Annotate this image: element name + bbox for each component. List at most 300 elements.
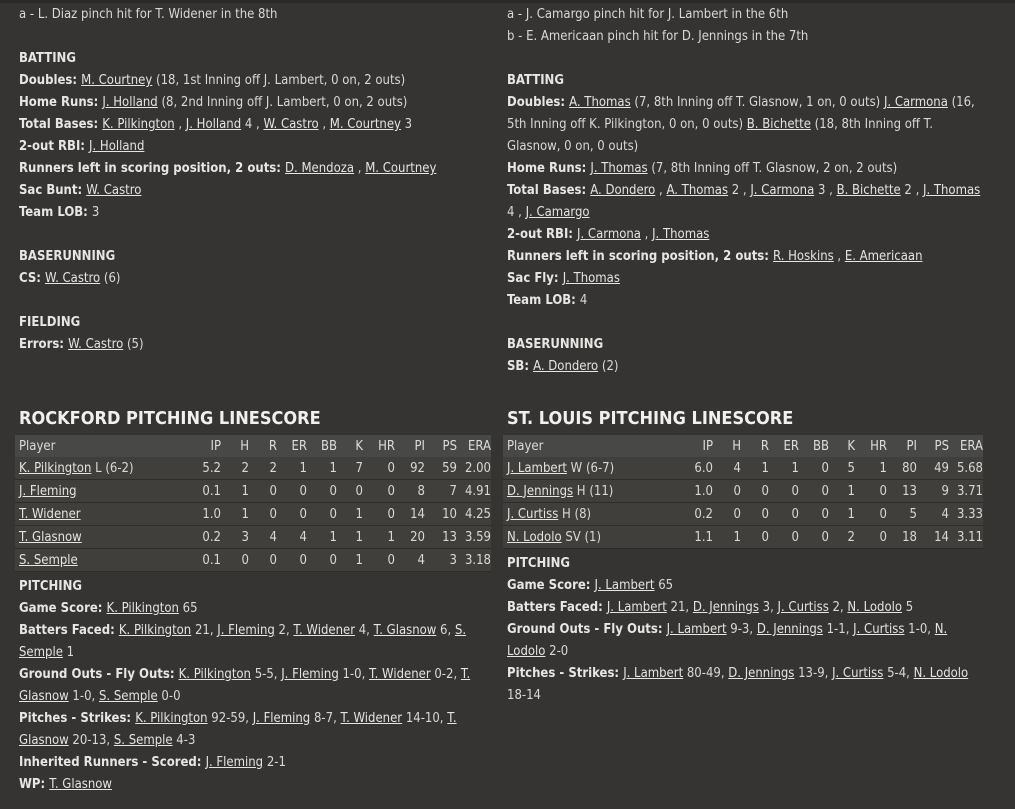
stat-line-runners-left-in-scoring-position-2-outs bbox=[507, 246, 985, 268]
player-link[interactable]: J. Thomas bbox=[562, 271, 620, 286]
stat-line-ground-outs-fly-outs bbox=[507, 619, 977, 663]
stat-cell-bb: 0 bbox=[799, 526, 829, 549]
stat-cell-bb: 0 bbox=[799, 503, 829, 526]
pitching-title: PITCHING bbox=[507, 556, 571, 571]
stat-text: 1-0, bbox=[68, 689, 99, 704]
stat-cell-ip: 1.0 bbox=[683, 480, 713, 503]
stat-cell-bb: 0 bbox=[307, 549, 337, 572]
stat-label: Ground Outs - Fly Outs: bbox=[19, 667, 179, 682]
stat-cell-r: 0 bbox=[249, 549, 277, 572]
pitching-linescore-header: ROCKFORD PITCHING LINESCORE bbox=[19, 408, 321, 429]
player-link[interactable]: J. Lambert bbox=[666, 622, 727, 637]
stlouis-pitching bbox=[507, 553, 977, 707]
stat-line-team-lob bbox=[19, 202, 489, 224]
stat-text: 9-3, bbox=[726, 622, 757, 637]
stat-cell-er: 0 bbox=[769, 503, 799, 526]
stat-cell-r: 0 bbox=[249, 480, 277, 503]
stat-cell-pi: 13 bbox=[887, 480, 917, 503]
decision-note: H (8) bbox=[558, 506, 592, 522]
stat-text: 5-4, bbox=[883, 666, 914, 681]
player-link[interactable]: J. Carmona bbox=[577, 227, 641, 242]
player-link[interactable]: T. Widener bbox=[19, 506, 81, 522]
player-link[interactable]: M. Courtney bbox=[81, 73, 153, 88]
stat-cell-k: 5 bbox=[829, 457, 855, 480]
stat-line-total-bases bbox=[19, 114, 489, 136]
stat-label: Total Bases: bbox=[507, 183, 591, 198]
player-link[interactable]: A. Dondero bbox=[533, 359, 599, 374]
rockford-pitching bbox=[19, 576, 489, 796]
stat-cell-ps: 49 bbox=[917, 457, 949, 480]
stat-label: Sac Bunt: bbox=[19, 183, 87, 198]
player-cell bbox=[15, 503, 191, 526]
stat-text: 4, bbox=[355, 623, 374, 638]
stat-text: 1-0, bbox=[904, 622, 935, 637]
player-link[interactable]: K. Pilkington bbox=[106, 601, 179, 616]
player-link[interactable]: B. Bichette bbox=[836, 183, 901, 198]
stat-cell-er: 1 bbox=[277, 457, 307, 480]
stat-cell-ps: 14 bbox=[917, 526, 949, 549]
stat-cell-er: 0 bbox=[769, 480, 799, 503]
player-link[interactable]: J. Thomas bbox=[590, 161, 648, 176]
stat-text: 0-2, bbox=[430, 667, 461, 682]
stat-line-total-bases bbox=[507, 180, 985, 224]
stat-cell-pi: 8 bbox=[395, 480, 425, 503]
player-link[interactable]: J. Fleming bbox=[19, 483, 77, 499]
stat-text: (18, 8th Inning off T. Glasnow, 0 on, 0 outs) bbox=[507, 117, 933, 154]
stat-cell-ip: 6.0 bbox=[683, 457, 713, 480]
stat-text: (2) bbox=[598, 359, 619, 374]
stat-cell-bb: 0 bbox=[307, 503, 337, 526]
stat-cell-bb: 0 bbox=[307, 480, 337, 503]
player-link[interactable]: J. Fleming bbox=[205, 755, 264, 770]
player-link[interactable]: D. Mendoza bbox=[285, 161, 355, 176]
stlouis-baserunning bbox=[507, 334, 985, 378]
table-row bbox=[503, 457, 983, 480]
stat-text: 1-1, bbox=[822, 622, 854, 637]
stat-text: 18-14 bbox=[507, 688, 541, 703]
stat-cell-er: 4 bbox=[277, 526, 307, 549]
stat-text: 0-0 bbox=[157, 689, 181, 704]
column-header-ip[interactable]: IP bbox=[191, 435, 221, 457]
table-row bbox=[15, 457, 491, 480]
stat-line-2-out-rbi bbox=[19, 136, 489, 158]
stat-line-runners-left-in-scoring-position-2-outs bbox=[19, 158, 489, 180]
stat-label: Batters Faced: bbox=[19, 623, 119, 638]
player-link[interactable]: T. Glasnow bbox=[19, 711, 457, 748]
stat-cell-h: 0 bbox=[221, 549, 249, 572]
stat-cell-r: 1 bbox=[741, 457, 769, 480]
stat-line-home-runs bbox=[507, 158, 985, 180]
stat-text: (6) bbox=[100, 271, 121, 286]
pinch-note: a - L. Diaz pinch hit for T. Widener in the 8th bbox=[19, 7, 278, 22]
stat-cell-h: 0 bbox=[713, 480, 741, 503]
stat-text: (16, 5th Inning off K. Pilkington, 0 on, 0 outs) bbox=[507, 95, 975, 132]
stat-cell-hr: 0 bbox=[363, 480, 395, 503]
column-header-ps[interactable]: PS bbox=[917, 435, 949, 457]
player-link[interactable]: T. Widener bbox=[340, 711, 403, 726]
decision-note: L (6-2) bbox=[91, 460, 134, 476]
stat-text: 80-49, bbox=[683, 666, 729, 681]
column-header-hr[interactable]: HR bbox=[363, 435, 395, 457]
player-link[interactable]: K. Pilkington bbox=[135, 711, 208, 726]
stat-text: 20-13, bbox=[68, 733, 114, 748]
player-link[interactable]: J. Thomas bbox=[652, 227, 710, 242]
stat-text: 92-59, bbox=[207, 711, 253, 726]
stat-label: Team LOB: bbox=[19, 205, 92, 220]
stat-label: Pitches - Strikes: bbox=[19, 711, 136, 726]
stat-line-home-runs bbox=[19, 92, 489, 114]
stat-text: 3 , bbox=[814, 183, 837, 198]
player-link[interactable]: A. Dondero bbox=[590, 183, 656, 198]
baserunning-list bbox=[19, 268, 489, 290]
table-row bbox=[503, 480, 983, 503]
player-link[interactable]: J. Fleming bbox=[252, 711, 311, 726]
player-link[interactable]: J. Lambert bbox=[623, 666, 684, 681]
table-row bbox=[15, 549, 491, 572]
column-header-era[interactable]: ERA bbox=[457, 435, 491, 457]
stat-cell-hr: 1 bbox=[363, 526, 395, 549]
stat-cell-hr: 0 bbox=[363, 503, 395, 526]
stat-text: 2-1 bbox=[263, 755, 286, 770]
stat-text: 1 bbox=[62, 645, 75, 660]
stat-cell-ip: 5.2 bbox=[191, 457, 221, 480]
player-cell bbox=[503, 480, 683, 503]
stat-text: 4 bbox=[579, 293, 588, 308]
stat-cell-bb: 1 bbox=[307, 457, 337, 480]
stat-cell-hr: 0 bbox=[855, 480, 887, 503]
stat-cell-k: 1 bbox=[337, 503, 363, 526]
batting-list bbox=[19, 70, 489, 224]
pinch-note: b - E. Americaan pinch hit for D. Jennings in the 7th bbox=[507, 29, 809, 44]
stat-cell-era: 2.00 bbox=[457, 457, 491, 480]
stat-cell-k: 0 bbox=[337, 480, 363, 503]
stat-text: 21, bbox=[191, 623, 218, 638]
player-link[interactable]: J. Curtiss bbox=[777, 600, 829, 615]
player-link[interactable]: E. Americaan bbox=[844, 249, 923, 264]
stat-label: Home Runs: bbox=[19, 95, 103, 110]
stat-cell-ip: 1.1 bbox=[683, 526, 713, 549]
stat-line-sb bbox=[507, 356, 985, 378]
baserunning-list bbox=[507, 356, 985, 378]
stat-text: 13-9, bbox=[794, 666, 833, 681]
top-border bbox=[0, 0, 1015, 3]
stat-label: CS: bbox=[19, 271, 45, 286]
stat-label: Runners left in scoring position, 2 outs: bbox=[507, 249, 774, 264]
column-header-player[interactable]: Player bbox=[15, 435, 191, 457]
stat-cell-er: 0 bbox=[277, 549, 307, 572]
decision-note: W (6-7) bbox=[566, 460, 615, 476]
player-link[interactable]: A. Thomas bbox=[666, 183, 729, 198]
stat-cell-ip: 0.1 bbox=[191, 480, 221, 503]
stat-text: 4 , bbox=[507, 205, 526, 220]
stat-cell-era: 3.59 bbox=[457, 526, 491, 549]
column-header-bb[interactable]: BB bbox=[799, 435, 829, 457]
stat-line-cs bbox=[19, 268, 489, 290]
column-header-r[interactable]: R bbox=[249, 435, 277, 457]
stat-text: 3, bbox=[758, 600, 778, 615]
stat-cell-pi: 18 bbox=[887, 526, 917, 549]
column-header-h[interactable]: H bbox=[713, 435, 741, 457]
stat-cell-h: 4 bbox=[713, 457, 741, 480]
column-header-k[interactable]: K bbox=[337, 435, 363, 457]
stat-cell-era: 3.11 bbox=[949, 526, 983, 549]
player-link[interactable]: T. Glasnow bbox=[49, 777, 112, 792]
stat-cell-hr: 0 bbox=[855, 526, 887, 549]
column-header-er[interactable]: ER bbox=[769, 435, 799, 457]
stat-cell-ip: 0.2 bbox=[683, 503, 713, 526]
player-link[interactable]: K. Pilkington bbox=[118, 623, 192, 638]
player-link[interactable]: K. Pilkington bbox=[19, 460, 92, 476]
player-link[interactable]: S. Semple bbox=[19, 552, 78, 568]
stat-cell-h: 2 bbox=[221, 457, 249, 480]
player-link[interactable]: D. Jennings bbox=[728, 666, 795, 681]
stat-cell-bb: 1 bbox=[307, 526, 337, 549]
fielding-list bbox=[19, 334, 489, 356]
player-link[interactable]: W. Castro bbox=[86, 183, 142, 198]
stat-text: 4 , bbox=[241, 117, 264, 132]
stat-line-batters-faced bbox=[19, 620, 489, 664]
player-cell bbox=[15, 457, 191, 480]
stat-cell-ps: 59 bbox=[425, 457, 457, 480]
stat-text: (5) bbox=[123, 337, 144, 352]
player-link[interactable]: J. Curtiss bbox=[507, 506, 559, 522]
column-header-ip[interactable]: IP bbox=[683, 435, 713, 457]
stat-cell-bb: 0 bbox=[799, 457, 829, 480]
rockford-notes bbox=[19, 4, 489, 26]
table-row bbox=[503, 503, 983, 526]
player-link[interactable]: T. Glasnow bbox=[19, 667, 471, 704]
stat-cell-era: 5.68 bbox=[949, 457, 983, 480]
baserunning-title: BASERUNNING bbox=[19, 249, 116, 264]
stat-cell-hr: 0 bbox=[363, 457, 395, 480]
stat-line-wp bbox=[19, 774, 489, 796]
stat-line-pitches-strikes bbox=[507, 663, 977, 707]
player-link[interactable]: J. Holland bbox=[102, 95, 158, 110]
batting-title: BATTING bbox=[507, 73, 564, 88]
stat-label: Home Runs: bbox=[507, 161, 591, 176]
stat-cell-k: 2 bbox=[829, 526, 855, 549]
stat-cell-h: 0 bbox=[713, 503, 741, 526]
column-header-pi[interactable]: PI bbox=[395, 435, 425, 457]
column-header-hr[interactable]: HR bbox=[855, 435, 887, 457]
stat-text: 2 , bbox=[728, 183, 751, 198]
stat-cell-era: 4.25 bbox=[457, 503, 491, 526]
player-link[interactable]: J. Thomas bbox=[923, 183, 981, 198]
stat-text: , bbox=[318, 117, 330, 132]
stat-cell-r: 2 bbox=[249, 457, 277, 480]
stat-cell-pi: 5 bbox=[887, 503, 917, 526]
stat-label: Batters Faced: bbox=[507, 600, 607, 615]
stat-cell-er: 0 bbox=[277, 503, 307, 526]
player-link[interactable]: T. Glasnow bbox=[19, 529, 82, 545]
player-link[interactable]: J. Carmona bbox=[750, 183, 815, 198]
player-link[interactable]: J. Lambert bbox=[507, 460, 567, 476]
player-link[interactable]: B. Bichette bbox=[746, 117, 811, 132]
stat-cell-ip: 0.1 bbox=[191, 549, 221, 572]
player-link[interactable]: N. Lodolo bbox=[507, 529, 562, 545]
stat-cell-k: 1 bbox=[337, 526, 363, 549]
stat-label: SB: bbox=[507, 359, 534, 374]
column-header-pi[interactable]: PI bbox=[887, 435, 917, 457]
player-cell bbox=[15, 549, 191, 572]
stat-cell-h: 1 bbox=[713, 526, 741, 549]
stat-label: Total Bases: bbox=[19, 117, 103, 132]
player-link[interactable]: J. Fleming bbox=[217, 623, 275, 638]
stat-text: 2 , bbox=[900, 183, 923, 198]
pitching-list bbox=[19, 598, 489, 796]
player-link[interactable]: W. Castro bbox=[45, 271, 101, 286]
stat-cell-ps: 13 bbox=[425, 526, 457, 549]
player-link[interactable]: S. Semple bbox=[98, 689, 158, 704]
table-row bbox=[503, 526, 983, 549]
stat-text: 4-3 bbox=[172, 733, 196, 748]
stat-label: Ground Outs - Fly Outs: bbox=[507, 622, 667, 637]
stat-text: , bbox=[640, 227, 653, 242]
stat-text: 21, bbox=[666, 600, 693, 615]
player-link[interactable]: J. Lambert bbox=[606, 600, 667, 615]
stat-text: (8, 2nd Inning off J. Lambert, 0 on, 2 outs) bbox=[157, 95, 408, 110]
player-cell bbox=[503, 503, 683, 526]
stat-cell-era: 3.18 bbox=[457, 549, 491, 572]
stat-line-sac-fly bbox=[507, 268, 985, 290]
player-link[interactable]: K. Pilkington bbox=[102, 117, 175, 132]
player-link[interactable]: T. Widener bbox=[293, 623, 356, 638]
player-link[interactable]: M. Courtney bbox=[365, 161, 437, 176]
stat-cell-ip: 0.2 bbox=[191, 526, 221, 549]
stat-cell-era: 4.91 bbox=[457, 480, 491, 503]
stat-text: , bbox=[174, 117, 186, 132]
stat-cell-pi: 20 bbox=[395, 526, 425, 549]
stat-cell-ps: 7 bbox=[425, 480, 457, 503]
stat-label: 2-out RBI: bbox=[507, 227, 578, 242]
stat-text: 2-0 bbox=[545, 644, 569, 659]
stat-text: , bbox=[655, 183, 667, 198]
column-header-k[interactable]: K bbox=[829, 435, 855, 457]
stat-cell-h: 1 bbox=[221, 480, 249, 503]
stat-label: Game Score: bbox=[507, 578, 595, 593]
player-link[interactable]: J. Camargo bbox=[525, 205, 590, 220]
batting-title: BATTING bbox=[19, 51, 76, 66]
pitching-linescore-header: ST. LOUIS PITCHING LINESCORE bbox=[507, 408, 794, 429]
stat-cell-h: 1 bbox=[221, 503, 249, 526]
stat-text: , bbox=[833, 249, 845, 264]
player-link[interactable]: J. Curtiss bbox=[853, 622, 905, 637]
player-link[interactable]: A. Thomas bbox=[569, 95, 631, 110]
stat-text: 5 bbox=[902, 600, 914, 615]
baserunning-title: BASERUNNING bbox=[507, 337, 604, 352]
stat-cell-hr: 0 bbox=[363, 549, 395, 572]
stat-text: (7, 8th Inning off T. Glasnow, 2 on, 2 outs) bbox=[647, 161, 898, 176]
column-header-h[interactable]: H bbox=[221, 435, 249, 457]
batting-list bbox=[507, 92, 985, 312]
rockford-fielding bbox=[19, 312, 489, 356]
player-link[interactable]: J. Fleming bbox=[281, 667, 339, 682]
stat-cell-ip: 1.0 bbox=[191, 503, 221, 526]
player-link[interactable]: N. Lodolo bbox=[847, 600, 903, 615]
stat-cell-pi: 80 bbox=[887, 457, 917, 480]
fielding-title: FIELDING bbox=[19, 315, 81, 330]
stat-cell-h: 3 bbox=[221, 526, 249, 549]
player-link[interactable]: D. Jennings bbox=[756, 622, 823, 637]
stat-label: Inherited Runners - Scored: bbox=[19, 755, 206, 770]
stat-text: , bbox=[354, 161, 366, 176]
player-link[interactable]: S. Semple bbox=[19, 623, 467, 660]
stat-label: Doubles: bbox=[19, 73, 82, 88]
stat-label: Errors: bbox=[19, 337, 69, 352]
stat-cell-era: 3.33 bbox=[949, 503, 983, 526]
player-link[interactable]: D. Jennings bbox=[692, 600, 759, 615]
player-link[interactable]: K. Pilkington bbox=[178, 667, 251, 682]
player-link[interactable]: T. Widener bbox=[369, 667, 431, 682]
player-link[interactable]: W. Castro bbox=[68, 337, 124, 352]
player-link[interactable]: J. Lambert bbox=[594, 578, 655, 593]
player-link[interactable]: J. Holland bbox=[185, 117, 242, 132]
stlouis-notes bbox=[507, 4, 985, 48]
player-link[interactable]: D. Jennings bbox=[507, 483, 574, 499]
decision-note: H (11) bbox=[573, 483, 614, 499]
table-row bbox=[15, 480, 491, 503]
stat-line-game-score bbox=[507, 575, 977, 597]
player-cell bbox=[15, 480, 191, 503]
player-link[interactable]: R. Hoskins bbox=[773, 249, 834, 264]
stat-line-doubles bbox=[507, 92, 985, 158]
player-link[interactable]: J. Carmona bbox=[883, 95, 948, 110]
stat-cell-k: 1 bbox=[829, 480, 855, 503]
stat-line-2-out-rbi bbox=[507, 224, 985, 246]
stat-cell-bb: 0 bbox=[799, 480, 829, 503]
player-link[interactable]: J. Curtiss bbox=[832, 666, 884, 681]
player-link[interactable]: S. Semple bbox=[113, 733, 173, 748]
stat-cell-r: 0 bbox=[741, 526, 769, 549]
column-header-era[interactable]: ERA bbox=[949, 435, 983, 457]
stat-line-ground-outs-fly-outs bbox=[19, 664, 489, 708]
player-link[interactable]: W. Castro bbox=[263, 117, 319, 132]
stat-text: 65 bbox=[654, 578, 674, 593]
player-link[interactable]: M. Courtney bbox=[329, 117, 401, 132]
stat-text: 1-0, bbox=[338, 667, 370, 682]
decision-note: SV (1) bbox=[561, 529, 602, 545]
table-row bbox=[15, 503, 491, 526]
column-header-r[interactable]: R bbox=[741, 435, 769, 457]
stat-cell-pi: 14 bbox=[395, 503, 425, 526]
player-link[interactable]: J. Holland bbox=[89, 139, 145, 154]
pinch-note: a - J. Camargo pinch hit for J. Lambert in the 6th bbox=[507, 7, 789, 22]
stat-text: 3 bbox=[91, 205, 100, 220]
stat-cell-hr: 0 bbox=[855, 503, 887, 526]
stat-label: Pitches - Strikes: bbox=[507, 666, 624, 681]
stat-line-team-lob bbox=[507, 290, 985, 312]
stat-cell-ps: 3 bbox=[425, 549, 457, 572]
player-link[interactable]: N. Lodolo bbox=[507, 622, 948, 659]
stat-line-errors bbox=[19, 334, 489, 356]
stat-line-doubles bbox=[19, 70, 489, 92]
table-header-row bbox=[15, 435, 491, 457]
column-header-er[interactable]: ER bbox=[277, 435, 307, 457]
column-header-player[interactable]: Player bbox=[503, 435, 683, 457]
column-header-bb[interactable]: BB bbox=[307, 435, 337, 457]
column-header-ps[interactable]: PS bbox=[425, 435, 457, 457]
table-header-row bbox=[503, 435, 983, 457]
player-link[interactable]: N. Lodolo bbox=[913, 666, 969, 681]
stat-label: Doubles: bbox=[507, 95, 570, 110]
stat-text: 2, bbox=[828, 600, 848, 615]
pitching-title: PITCHING bbox=[19, 579, 83, 594]
stat-label: Team LOB: bbox=[507, 293, 580, 308]
stat-line-sac-bunt bbox=[19, 180, 489, 202]
stat-text: 8-7, bbox=[310, 711, 341, 726]
player-link[interactable]: T. Glasnow bbox=[373, 623, 437, 638]
stat-cell-er: 0 bbox=[769, 526, 799, 549]
